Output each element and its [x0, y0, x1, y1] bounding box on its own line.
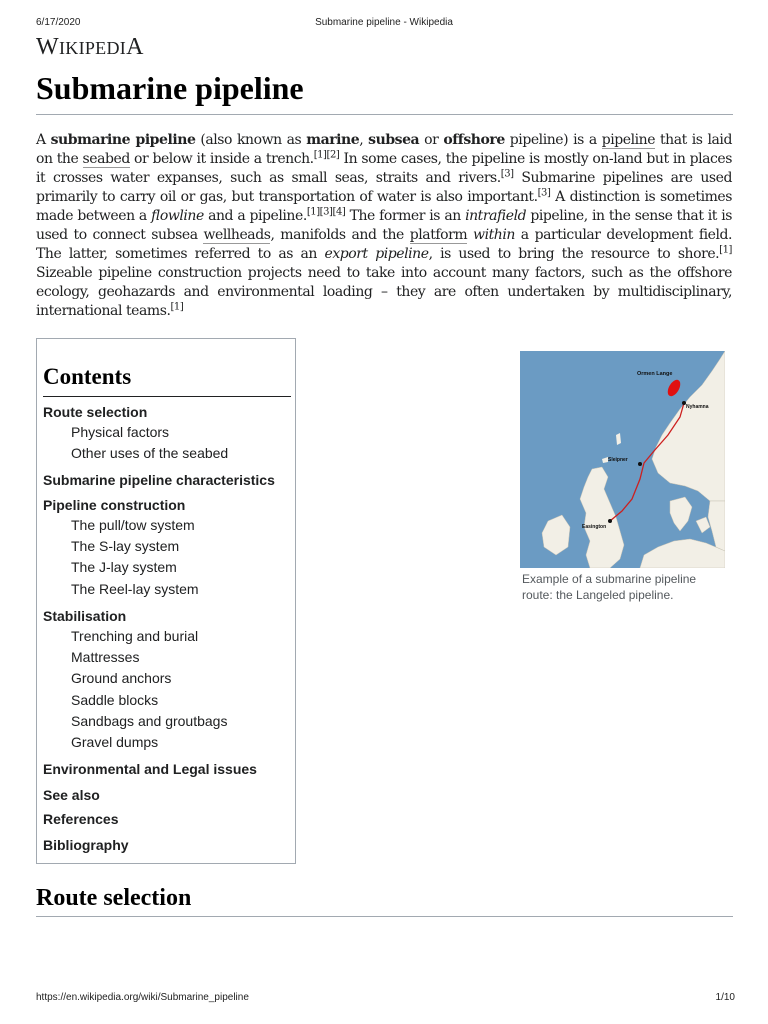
toc-item[interactable]: Submarine pipeline characteristics: [43, 472, 275, 488]
map-point-sleipner: [638, 462, 642, 466]
intro-text: The former is an: [345, 208, 466, 224]
citation-ref[interactable]: [3]: [500, 168, 514, 180]
map-label-field: Ormen Lange: [637, 371, 673, 377]
link-pipeline[interactable]: pipeline: [601, 132, 656, 148]
toc-item[interactable]: Stabilisation: [43, 608, 127, 624]
toc-subitem[interactable]: Saddle blocks: [71, 692, 159, 708]
citation-ref[interactable]: [3]: [319, 206, 333, 218]
intro-text: In some cases, the pipeline is mostly on-land but in places it crosses water expanses, such as small seas, straits and rivers.: [36, 151, 733, 186]
citation-ref[interactable]: [1]: [306, 206, 320, 218]
toc-subitem[interactable]: The S-lay system: [71, 538, 180, 554]
intro-text: pipeline) is a: [504, 132, 602, 148]
toc-subitem[interactable]: Ground anchors: [71, 670, 172, 686]
intro-bold-term: submarine pipeline: [50, 132, 196, 148]
print-title: Submarine pipeline - Wikipedia: [315, 17, 453, 28]
citation-ref[interactable]: [1]: [170, 301, 184, 313]
citation-ref[interactable]: [3]: [537, 187, 551, 199]
print-page-number: 1/10: [715, 992, 735, 1003]
title-divider: [36, 114, 733, 115]
toc-subitem[interactable]: Physical factors: [71, 424, 170, 440]
wikipedia-wordmark[interactable]: [36, 34, 144, 61]
toc-title: Contents: [43, 364, 132, 389]
toc-subitem[interactable]: Mattresses: [71, 649, 140, 665]
intro-text: Submarine pipelines are used primarily to carry oil or gas, but transportation of water is also important.: [36, 170, 732, 205]
intro-italic-term: intrafield: [465, 208, 527, 224]
section-divider: [36, 916, 733, 917]
map-label-south: Easington: [582, 524, 607, 530]
intro-text: , manifolds and the: [270, 227, 410, 243]
toc-subitem[interactable]: Other uses of the seabed: [71, 445, 229, 461]
toc-subitem[interactable]: The Reel-lay system: [71, 581, 199, 597]
toc-item[interactable]: Bibliography: [43, 837, 129, 853]
intro-text: pipeline, in the sense that it is used to connect subsea: [36, 208, 733, 243]
intro-bold-term: marine: [306, 132, 360, 148]
toc-subitem[interactable]: The pull/tow system: [71, 517, 195, 533]
intro-italic-term: export pipeline: [324, 246, 429, 262]
intro-text: , is used to bring the resource to shore.: [428, 246, 720, 262]
intro-text: A distinction is sometimes made between a: [36, 189, 732, 224]
intro-bold-term: subsea: [368, 132, 420, 148]
print-header: [0, 17, 768, 31]
table-of-contents: [36, 338, 296, 864]
intro-text: that is laid on the: [36, 132, 732, 167]
link-seabed[interactable]: seabed: [82, 151, 130, 167]
toc-item[interactable]: Route selection: [43, 404, 148, 420]
map-label-mid: Sleipner: [608, 457, 628, 463]
wordmark-text: WIKIPEDIA: [36, 34, 144, 60]
link-wellheads[interactable]: wellheads: [203, 227, 271, 243]
intro-italic-term: within: [473, 227, 515, 243]
print-date: 6/17/2020: [36, 17, 81, 28]
toc-item[interactable]: Pipeline construction: [43, 497, 186, 513]
intro-italic-term: flowline: [151, 208, 204, 224]
toc-item[interactable]: See also: [43, 787, 100, 803]
intro-paragraph: [36, 131, 732, 321]
toc-subitem[interactable]: Trenching and burial: [71, 628, 199, 644]
page-title: Submarine pipeline: [36, 70, 304, 106]
intro-text: or: [419, 132, 444, 148]
citation-ref[interactable]: [1]: [719, 244, 732, 256]
toc-item[interactable]: Environmental and Legal issues: [43, 761, 257, 777]
intro-text: or below it inside a trench.: [129, 151, 314, 167]
pipeline-route-map[interactable]: [520, 351, 725, 568]
toc-subitem[interactable]: Sandbags and groutbags: [71, 713, 228, 729]
intro-text: ,: [359, 132, 369, 148]
section-heading-route-selection: Route selection: [36, 885, 192, 911]
map-label-north: Nyhamna: [686, 404, 709, 410]
map-graphic: [520, 351, 725, 568]
figure-caption: Example of a submarine pipeline route: the Langeled pipeline.: [522, 572, 697, 602]
intro-bold-term: offshore: [443, 132, 505, 148]
citation-ref[interactable]: [4]: [332, 206, 346, 218]
intro-text: and a pipeline.: [203, 208, 307, 224]
toc-subitem[interactable]: Gravel dumps: [71, 734, 159, 750]
print-url: https://en.wikipedia.org/wiki/Submarine_pipeline: [36, 992, 249, 1003]
toc-divider: [43, 396, 291, 397]
print-footer: [0, 992, 768, 1006]
intro-text: a particular development field. The latter, sometimes referred to as an: [36, 227, 732, 262]
intro-text: Sizeable pipeline construction projects need to take into account many factors, such as the offshore ecology, geohazards and environmental loading – they are often undertaken by multidisciplinary, international teams.: [36, 265, 732, 319]
citation-ref[interactable]: [2]: [326, 149, 340, 161]
intro-text: A: [36, 132, 51, 148]
toc-item[interactable]: References: [43, 811, 119, 827]
map-point-easington: [608, 519, 612, 523]
link-platform[interactable]: platform: [409, 227, 468, 243]
citation-ref[interactable]: [1]: [313, 149, 327, 161]
toc-subitem[interactable]: The J-lay system: [71, 559, 177, 575]
intro-text: (also known as: [195, 132, 307, 148]
